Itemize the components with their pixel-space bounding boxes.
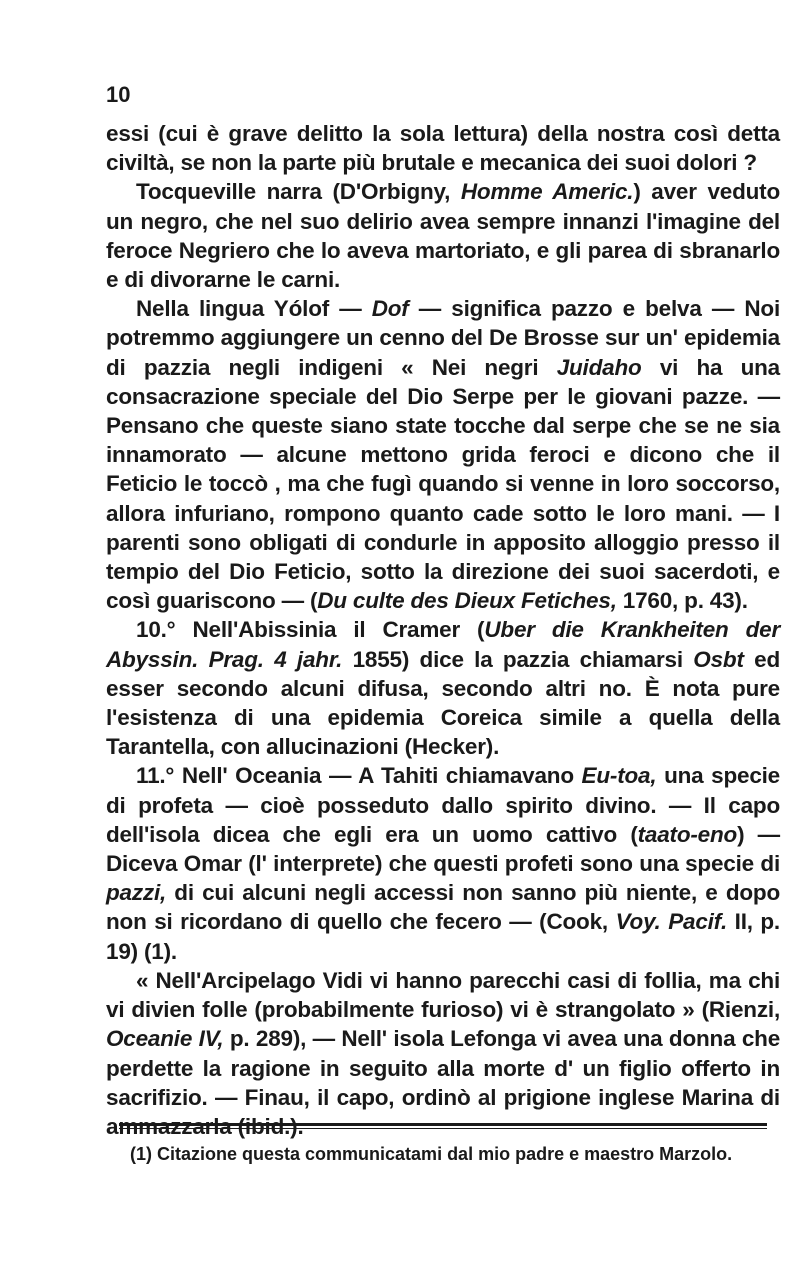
body-text: [106, 119, 780, 1141]
text-run: 1855) dice la pazzia chiamarsi: [342, 646, 694, 672]
footnote: [106, 1142, 780, 1166]
footnote-text: (1) Citazione questa communicatami dal mio padre e maestro Marzolo.: [130, 1144, 733, 1164]
italic-text: Du culte des Dieux Fetiches,: [317, 588, 617, 614]
footnote-divider-thin: [119, 1128, 767, 1129]
paragraph: [106, 615, 780, 761]
text-run: 1760, p. 43).: [616, 588, 748, 614]
italic-text: Osbt: [693, 646, 744, 672]
text-run: di cui alcuni negli accessi non sanno più niente, e dopo non si ricordano di quello che fecero — (Cook,: [106, 880, 780, 935]
italic-text: Dof: [371, 296, 409, 322]
italic-text: Oceanie IV,: [106, 1026, 224, 1052]
italic-text: Uber die Krankheiten der Abyssin. Prag. 4 jahr.: [106, 617, 781, 672]
text-run: Nella lingua Yólof —: [136, 296, 372, 322]
text-run: 10.° Nell'Abissinia il Cramer (: [136, 617, 485, 643]
paragraph: [106, 119, 780, 177]
page-number: 10: [106, 82, 131, 107]
italic-text: Eu-toa,: [581, 763, 657, 789]
text-run: « Nell'Arcipelago Vidi vi hanno parecchi casi di follia, ma chi vi divien folle (probabilmente furioso) vi è strangolato » (Rienzi,: [106, 967, 780, 1023]
italic-text: Voy. Pacif.: [615, 909, 728, 935]
paragraph: [106, 966, 780, 1141]
italic-text: Juidaho: [556, 354, 642, 380]
text-run: p. 289), — Nell' isola Lefonga vi avea una donna che perdette la ragione in seguito alla morte d' un figlio offerto in sacrifizio. — Finau, il capo, ordinò al prigione inglese Marina di ammazzarla (ibid.).: [106, 1026, 781, 1139]
text-run: essi (cui è grave delitto la sola lettura) della nostra così detta civiltà, se non la parte più brutale e mecanica dei suoi dolori ?: [106, 121, 780, 176]
italic-text: taato-eno: [637, 821, 738, 847]
italic-text: Homme Americ.: [460, 179, 634, 205]
text-run: — significa pazzo e belva — Noi potremmo aggiungere un cenno del De Brosse sur un' epidemia di pazzia negli indigeni « Nei negri: [106, 296, 780, 380]
paragraph: [106, 761, 780, 965]
text-run: vi ha una consacrazione speciale del Dio Serpe per le giovani pazze. — Pensano che queste siano state tocche dal serpe che se ne sia innamorato — alcune mettono grida feroci e dicono che il Feticio le toccò , ma che fugì quando si venne in loro soccorso, allora infuriano, rompono quanto cade sotto le loro mani. — I parenti sono obligati di condurle in apposito alloggio presso il tempio del Dio Feticio, sotto la direzione dei suoi sacerdoti, e così guariscono — (: [106, 354, 780, 614]
text-run: Tocqueville narra (D'Orbigny,: [136, 179, 461, 205]
text-run: ) — Diceva Omar (l' interprete) che questi profeti sono una specie di: [106, 821, 780, 877]
footnote-divider: [119, 1123, 767, 1126]
text-run: una specie di profeta — cioè posseduto dallo spirito divino. — Il capo dell'isola dicea che egli era un uomo cattivo (: [106, 763, 780, 847]
italic-text: pazzi,: [106, 880, 167, 906]
paragraph: [106, 177, 780, 294]
text-run: ) aver veduto un negro, che nel suo delirio avea sempre innanzi l'imagine del feroce Negriero che lo aveva martoriato, e gli parea di sbranarlo e di divorarne le carni.: [106, 179, 781, 293]
text-run: ed esser secondo alcuni difusa, secondo altri no. È nota pure l'esistenza di una epidemia Coreica simile a quella della Tarantella, con allucinazioni (Hecker).: [106, 646, 780, 760]
paragraph: [106, 294, 780, 615]
text-run: II, p. 19) (1).: [106, 909, 780, 964]
text-run: 11.° Nell' Oceania — A Tahiti chiamavano: [136, 763, 582, 789]
